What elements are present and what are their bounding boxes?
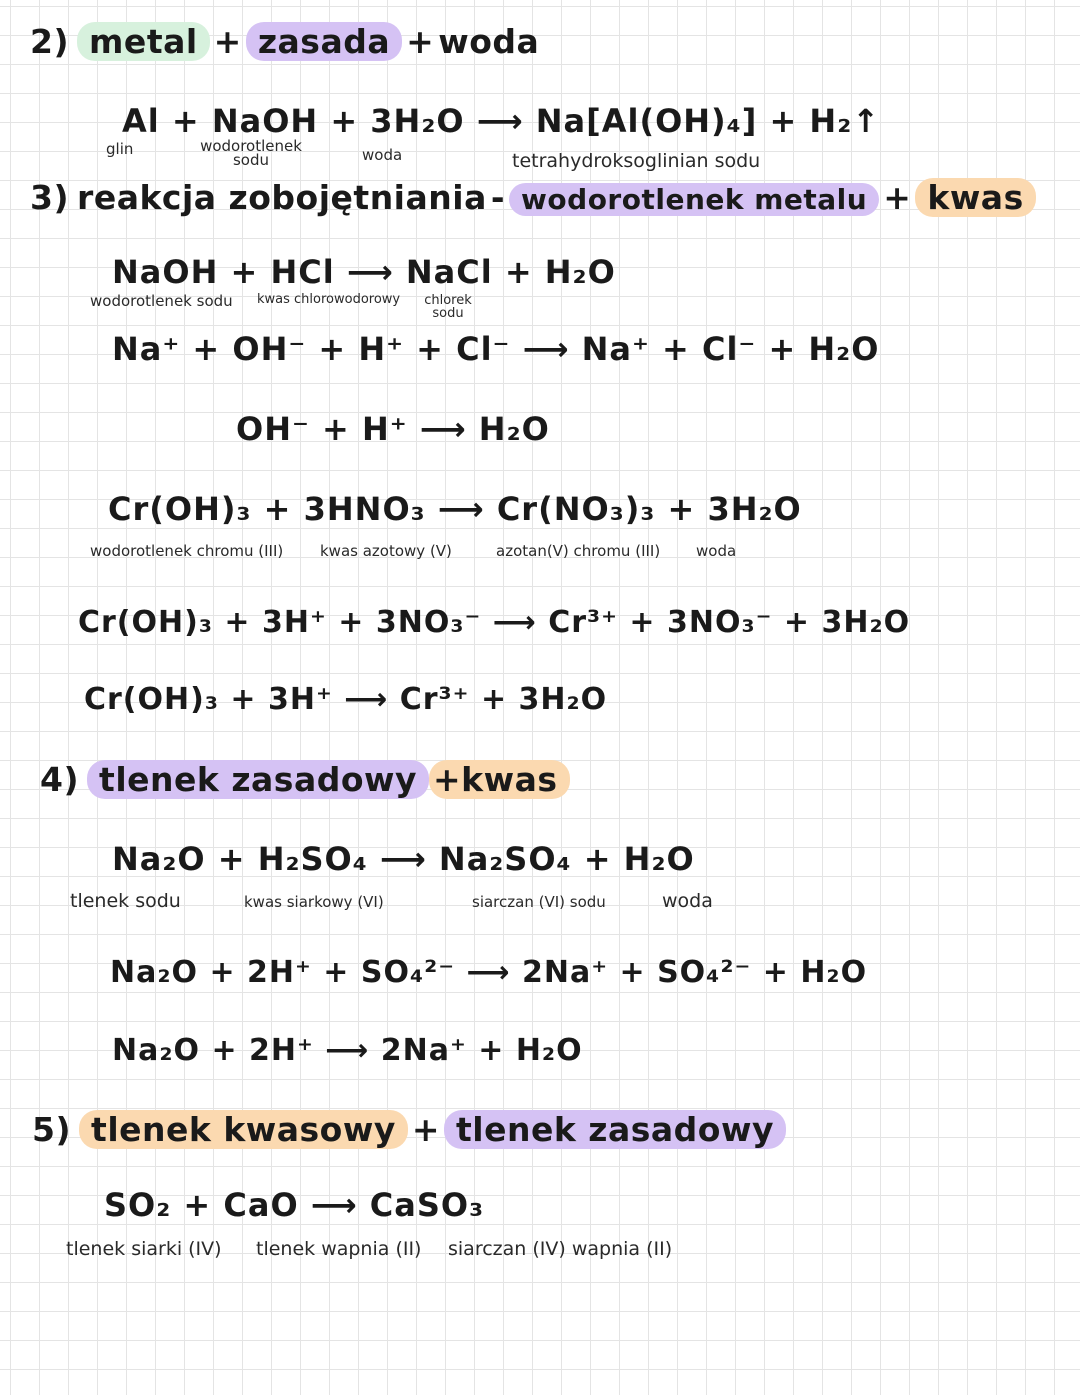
highlight-kwas: kwas: [915, 178, 1035, 217]
plus-sign: +: [433, 760, 462, 799]
equation-ionic-full-1: Na⁺ + OH⁻ + H⁺ + Cl⁻ ⟶ Na⁺ + Cl⁻ + H₂O: [112, 330, 880, 368]
equation-na2o-h2so4: Na₂O + H₂SO₄ ⟶ Na₂SO₄ + H₂O: [112, 840, 695, 878]
equation-croh-hno3: Cr(OH)₃ + 3HNO₃ ⟶ Cr(NO₃)₃ + 3H₂O: [108, 490, 802, 528]
label-wodorotlenek-sodu: wodorotlenek sodu: [200, 137, 302, 169]
highlight-tlenek-zasadowy: tlenek zasadowy: [444, 1110, 786, 1149]
equation-ionic-full-2: Cr(OH)₃ + 3H⁺ + 3NO₃⁻ ⟶ Cr³⁺ + 3NO₃⁻ + 3H₂O: [78, 605, 911, 640]
equation-ionic-full-3: Na₂O + 2H⁺ + SO₄²⁻ ⟶ 2Na⁺ + SO₄²⁻ + H₂O: [110, 955, 868, 990]
equation-ionic-short-2: Cr(OH)₃ + 3H⁺ ⟶ Cr³⁺ + 3H₂O: [84, 682, 608, 717]
label-wodorotlenek-sodu: wodorotlenek sodu: [90, 292, 233, 310]
text-woda: woda: [438, 22, 540, 61]
plus-sign: +: [411, 1110, 440, 1149]
section-3-number: 3): [30, 178, 70, 217]
plus-sign: +: [883, 178, 912, 217]
label-siarczan-sodu: siarczan (VI) sodu: [472, 893, 606, 911]
section-2-heading: [30, 22, 539, 61]
plus-sign: +: [406, 22, 435, 61]
equation-so2-cao: SO₂ + CaO ⟶ CaSO₃: [104, 1186, 485, 1224]
equation-naoh-hcl: NaOH + HCl ⟶ NaCl + H₂O: [112, 253, 616, 291]
equation-ionic-short-3: Na₂O + 2H⁺ ⟶ 2Na⁺ + H₂O: [112, 1033, 583, 1068]
label-siarczan-wapnia: siarczan (IV) wapnia (II): [448, 1238, 673, 1260]
section-3-heading: [30, 178, 1036, 217]
plus-sign: +: [213, 22, 242, 61]
section-2-number: 2): [30, 22, 70, 61]
label-tetrahydroksoglinian: tetrahydroksoglinian sodu: [512, 150, 761, 172]
equation-s2: Al + NaOH + 3H₂O ⟶ Na[Al(OH)₄] + H₂↑: [122, 102, 881, 140]
dash: -: [490, 178, 506, 217]
equation-ionic-short-1: OH⁻ + H⁺ ⟶ H₂O: [236, 410, 550, 448]
section-4-number: 4): [40, 760, 80, 799]
label-woda: woda: [696, 542, 737, 560]
label-woda: woda: [662, 890, 713, 912]
highlight-metal: metal: [77, 22, 210, 61]
text-kwas: kwas: [461, 760, 558, 799]
label-azotan-chromu: azotan(V) chromu (III): [496, 542, 661, 560]
label-glin: glin: [106, 140, 134, 158]
label-kwas-siarkowy: kwas siarkowy (VI): [244, 893, 384, 911]
label-woda: woda: [362, 146, 403, 164]
label-kwas-azotowy: kwas azotowy (V): [320, 542, 452, 560]
highlight-tlenek-zasadowy: tlenek zasadowy: [87, 760, 429, 799]
label-wodorotlenek-chromu: wodorotlenek chromu (III): [90, 542, 284, 560]
highlight-tlenek-kwasowy: tlenek kwasowy: [79, 1110, 408, 1149]
section-3-title: reakcja zobojętniania: [77, 178, 487, 217]
section-4-heading: [40, 760, 570, 799]
label-tlenek-wapnia: tlenek wapnia (II): [256, 1238, 422, 1260]
highlight-plus-kwas: [429, 760, 570, 799]
section-5-number: 5): [32, 1110, 72, 1149]
highlight-zasada: zasada: [246, 22, 402, 61]
label-kwas-chlorowodorowy: kwas chlorowodorowy: [257, 292, 401, 307]
highlight-wodorotlenek-metalu: wodorotlenek metalu: [509, 183, 879, 216]
label-chlorek-sodu: chlorek sodu: [424, 293, 472, 321]
label-tlenek-siarki: tlenek siarki (IV): [66, 1238, 222, 1260]
section-5-heading: [32, 1110, 786, 1149]
label-tlenek-sodu: tlenek sodu: [70, 890, 181, 912]
